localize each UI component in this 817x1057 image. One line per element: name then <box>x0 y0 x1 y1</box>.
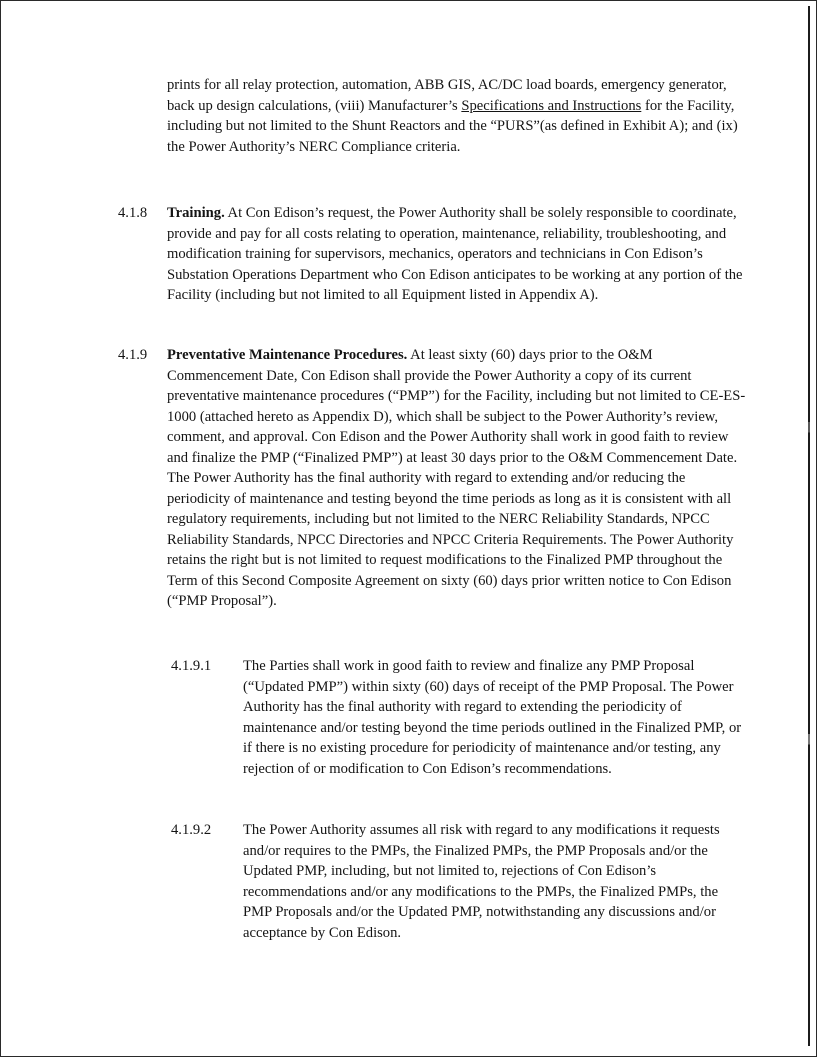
continued-text-after: for the Facility, including but not limited to the Shunt Reactors and the “PURS”(as defined in Exhibit A); and (ix) the Power Authority’s NERC Compliance criteria. <box>167 97 738 155</box>
section-heading: Training. <box>167 205 225 221</box>
subsection-text: The Parties shall work in good faith to review and finalize any PMP Proposal (“Updated PMP”) within sixty (60) days of receipt of the PMP Proposal. The Power Authority has the final authority with regard to extending the periodicity of maintenance and/or testing beyond the time periods outlined in the Finalized PMP, or if there is no existing procedure for periodicity of maintenance and/or testing, any rejection of or modification to Con Edison’s recommendations. <box>243 658 742 777</box>
scan-edge-line <box>808 6 810 1046</box>
subsection-text: The Power Authority assumes all risk with regard to any modifications it requests and/or requires to the PMPs, the Finalized PMPs, the PMP Proposals and/or the Updated PMP, including, but not limited to, rejections of Con Edison’s recommendations and/or any modifications to the PMPs, the Finalized PMPs, the PMP Proposals and/or the Updated PMP, notwithstanding any discussions and/or acceptance by Con Edison. <box>243 822 720 941</box>
continued-paragraph <box>167 75 747 157</box>
section-body <box>167 203 747 306</box>
section-text: At least sixty (60) days prior to the O&M Commencement Date, Con Edison shall provide the Power Authority a copy of its current preventative maintenance procedures (“PMP”) for the Facility, including but not limited to CE-ES-1000 (attached hereto as Appendix D), which shall be subject to the Power Authority’s review, comment, and approval. Con Edison and the Power Authority shall work in good faith to review and finalize the PMP (“Finalized PMP”) at least 30 days prior to the O&M Commencement Date. The Power Authority has the final authority with regard to extending and/or reducing the periodicity of maintenance and testing beyond the time periods as long as it is consistent with all regulatory requirements, including but not limited to the NERC Reliability Standards, NPCC Reliability Standards, NPCC Directories and NPCC Criteria Requirements. The Power Authority retains the right but is not limited to request modifications to the Finalized PMP throughout the Term of this Second Composite Agreement on sixty (60) days prior written notice to Con Edison (“PMP Proposal”). <box>167 347 746 609</box>
section-heading: Preventative Maintenance Procedures. <box>167 347 408 363</box>
continued-text-before: prints for all relay protection, automation, ABB GIS, AC/DC load boards, emergency generator, back up design calculations, (viii) Manufacturer’s <box>167 77 727 114</box>
section-number: 4.1.8 <box>118 205 148 221</box>
section-body <box>167 345 747 612</box>
section-number: 4.1.9 <box>118 347 148 363</box>
subsection-number: 4.1.9.2 <box>171 822 212 838</box>
underlined-term: Specifications and Instructions <box>461 97 642 114</box>
subsection-number: 4.1.9.1 <box>171 658 212 674</box>
section-text: At Con Edison’s request, the Power Authority shall be solely responsible to coordinate, provide and pay for all costs relating to operation, maintenance, reliability, troubleshooting, and modification training for supervisors, mechanics, operators and technicians in Con Edison’s Substation Operations Department who Con Edison anticipates to be working at any portion of the Facility (including but not limited to all Equipment listed in Appendix A). <box>167 205 743 303</box>
